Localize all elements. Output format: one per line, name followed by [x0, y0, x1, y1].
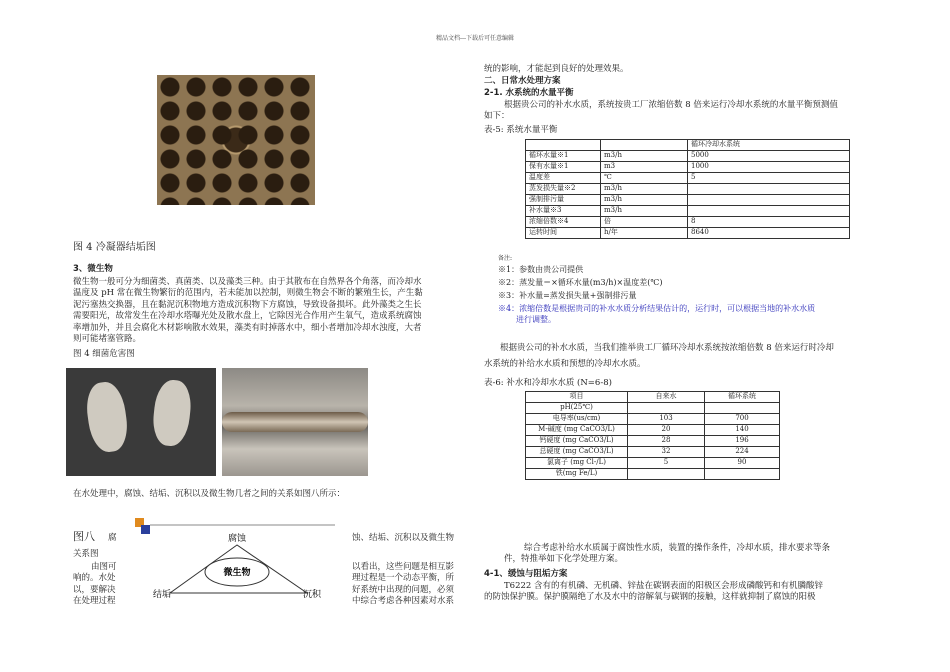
- table-row: [526, 162, 850, 173]
- table6-caption: 表-6: 补水和冷却水水质 (N=6-8): [484, 378, 612, 388]
- table-cell: 铁(mg Fe/L): [526, 469, 628, 480]
- table-cell: 电导率(us/cm): [526, 414, 628, 425]
- fig8-caption-left: 关系图: [73, 549, 99, 559]
- table-row: [526, 425, 780, 436]
- text-line: 由图可: [91, 562, 117, 572]
- table-cell: 温度差: [526, 173, 601, 184]
- text-line: T6222 含有的有机磷、无机磷、锌盐在碳钢表面的阳极区会形成磷酸钙和有机膦酸锌: [504, 581, 824, 591]
- sec2-title: 二、日常水处理方案: [484, 76, 561, 86]
- table-cell: 5000: [688, 151, 850, 162]
- table-cell: 循环冷却水系统: [688, 140, 850, 151]
- fig4-caption: 图 4 冷凝器结垢图: [73, 242, 156, 253]
- table-cell: 保有水量※1: [526, 162, 601, 173]
- table-cell: 自来水: [628, 392, 705, 403]
- table-cell: 总硬度 (mg CaCO3/L): [526, 447, 628, 458]
- bacteria-damage-photo-2: [222, 368, 368, 476]
- text-line: 率增加外，并且会腐化木材影响散水效果，藻类有时掉落水中，细小者增加冷却水浊度，大者: [73, 322, 422, 333]
- table-cell: [705, 403, 780, 414]
- sec41-title: 4-1、缓蚀与阻垢方案: [484, 569, 568, 579]
- table5-caption: 表-5: 系统水量平衡: [484, 125, 558, 135]
- table-cell: 浓缩倍数※4: [526, 217, 601, 228]
- water-quality-table: [525, 391, 780, 480]
- table-cell: 循环水量※1: [526, 151, 601, 162]
- table-cell: 196: [705, 436, 780, 447]
- note4: [498, 304, 883, 326]
- note-line: ※1：参数由贵公司提供: [498, 265, 584, 274]
- table-row: [526, 228, 850, 239]
- table-cell: [705, 469, 780, 480]
- table-header-row: [526, 140, 850, 151]
- sec3-title: 3、微生物: [73, 264, 113, 274]
- diagram-marker: [141, 525, 150, 534]
- text-line: 件，特推举如下化学处理方案。: [504, 554, 624, 565]
- table-cell: 5: [628, 458, 705, 469]
- text-line: 中综合考虑各种因素对水系: [352, 596, 455, 607]
- text-line: 微生物一般可分为细菌类、真菌类、以及藻类三种。由于其散布在自然界各个角落，而冷却水: [73, 277, 422, 287]
- sec21-title: 2-1. 水系统的水量平衡: [484, 88, 574, 98]
- table-cell: h/年: [601, 228, 688, 239]
- table-cell: m3/h: [601, 184, 688, 195]
- table-cell: m3/h: [601, 206, 688, 217]
- table-row: [526, 195, 850, 206]
- table-cell: [688, 206, 850, 217]
- table-cell: [688, 184, 850, 195]
- table-cell: 运转时间: [526, 228, 601, 239]
- table-cell: 28: [628, 436, 705, 447]
- water-balance-table: [525, 139, 850, 239]
- text-line: 需要阳光，故常发生在冷却水塔曝光处及散水盘上，它除因光合作用产生氧气，造成系统腐蚀: [73, 311, 422, 322]
- table-cell: 90: [705, 458, 780, 469]
- table-cell: 32: [628, 447, 705, 458]
- table-cell: 循环系统: [705, 392, 780, 403]
- relation-text: 在水处理中，腐蚀、结垢、沉积以及微生物几者之间的关系如图八所示：: [73, 489, 346, 499]
- table-row: [526, 469, 780, 480]
- text-line: 温度及 pH 常在微生物繁衍的范围内，若未能加以控制，则微生物会不断的繁殖生长，产生黏: [73, 288, 423, 299]
- fig8-word: 腐: [108, 533, 117, 543]
- table-row: [526, 217, 850, 228]
- wrap-text-right: [352, 562, 467, 608]
- table-row: [526, 403, 780, 414]
- table-row: [526, 173, 850, 184]
- label-deposit: 沉积: [303, 590, 322, 600]
- fig8-caption-right: 蚀、结垢、沉积以及微生物: [352, 533, 455, 543]
- table-cell: pH(25℃): [526, 403, 628, 414]
- table-cell: 20: [628, 425, 705, 436]
- sec3-paragraph: [73, 277, 465, 346]
- text-line: 综合考虑补给水水质属于腐蚀性水质，装置的操作条件，冷却水质，排水要求等条: [524, 543, 831, 553]
- text-line: 如下：: [484, 111, 510, 122]
- table-cell: 钙硬度 (mg CaCO3/L): [526, 436, 628, 447]
- text-line: 水系统的补给水水质和预想的冷却水水质。: [484, 359, 646, 370]
- table-cell: 8640: [688, 228, 850, 239]
- table-row: [526, 206, 850, 217]
- label-scale: 结垢: [153, 590, 172, 600]
- text-line: 在处理过程: [73, 596, 116, 607]
- table-cell: m3: [601, 162, 688, 173]
- table-cell: 8: [688, 217, 850, 228]
- relation-diagram: [125, 515, 350, 615]
- table-row: [526, 184, 850, 195]
- table-cell: [628, 403, 705, 414]
- table-cell: [601, 140, 688, 151]
- table-cell: 蒸发损失量※2: [526, 184, 601, 195]
- text-line: 响的。水处: [73, 573, 116, 584]
- text-line: 根据贵公司的补水水质，系统按贵工厂浓缩倍数 8 倍来运行冷却水系统的水量平衡预测值: [504, 100, 838, 110]
- text-line: 以，要解决: [73, 584, 116, 595]
- table-row: [526, 151, 850, 162]
- fig4b-caption: 图 4 细菌危害图: [73, 349, 135, 359]
- text-line: 根据贵公司的补水水质，当我们推举贵工厂循环冷却水系统按浓缩倍数 8 倍来运行时冷却: [500, 343, 834, 353]
- table-cell: 项目: [526, 392, 628, 403]
- table-row: [526, 447, 780, 458]
- table-cell: 5: [688, 173, 850, 184]
- text-line: 则可能堵塞管路。: [73, 334, 142, 345]
- continuation-line: 统的影响，才能起到良好的处理效果。: [484, 64, 629, 74]
- table-cell: [526, 140, 601, 151]
- table-row: [526, 436, 780, 447]
- table-cell: 140: [705, 425, 780, 436]
- table-row: [526, 458, 780, 469]
- table-cell: [688, 195, 850, 206]
- table-cell: [628, 469, 705, 480]
- table-cell: ℃: [601, 173, 688, 184]
- notes-list: [498, 265, 662, 301]
- label-corrosion: 腐蚀: [227, 534, 247, 544]
- fig8-label: 图八: [73, 530, 95, 543]
- text-line: 理过程是一个动态平衡，所: [352, 573, 455, 584]
- sec21-paragraph: [484, 100, 879, 123]
- table-cell: 700: [705, 414, 780, 425]
- table-cell: m3/h: [601, 151, 688, 162]
- table-header-row: [526, 392, 780, 403]
- table-cell: 强制排污量: [526, 195, 601, 206]
- table-row: [526, 414, 780, 425]
- notes-title: 备注:: [498, 255, 513, 262]
- table-cell: 1000: [688, 162, 850, 173]
- table-cell: 氯离子 (mg Cl-/L): [526, 458, 628, 469]
- text-line: 泥污塞热交换器，且在黏泥沉积物地方造成沉积物下方腐蚀，导致设备损坏。此外藻类之生长: [73, 299, 422, 310]
- text-line: 以看出，这些问题是相互影: [352, 562, 455, 572]
- text-line: 的防蚀保护膜。保护膜隔绝了水及水中的溶解氧与碳钢的接触，这样就抑制了腐蚀的阳极: [484, 592, 816, 603]
- sec41-paragraph: [484, 581, 879, 604]
- para3: [484, 543, 879, 566]
- note-line: ※3：补水量=蒸发损失量+强制排污量: [498, 290, 637, 300]
- table-cell: 倍: [601, 217, 688, 228]
- bacteria-damage-photo-1: [66, 368, 216, 476]
- text-line: 好系统中出现的问题，必须: [352, 584, 455, 595]
- condenser-scale-photo: [157, 75, 315, 205]
- page-header: 精品文档---下载后可任意编辑: [435, 35, 515, 42]
- table-cell: M-碱度 (mg CaCO3/L): [526, 425, 628, 436]
- table-cell: 补水量※3: [526, 206, 601, 217]
- table-cell: m3/h: [601, 195, 688, 206]
- note-line: ※2：蒸发量＝×循环水量(m3/h)×温度差(℃): [498, 277, 663, 287]
- table-cell: 224: [705, 447, 780, 458]
- note-line: 进行调整。: [516, 314, 556, 324]
- label-microbe: 微生物: [223, 568, 251, 578]
- para2: [484, 340, 879, 372]
- table-cell: 103: [628, 414, 705, 425]
- note-line: ※4：浓缩倍数是根据贵司的补水水质分析结果估计的，运行时，可以根据当地的补水水质: [498, 304, 816, 313]
